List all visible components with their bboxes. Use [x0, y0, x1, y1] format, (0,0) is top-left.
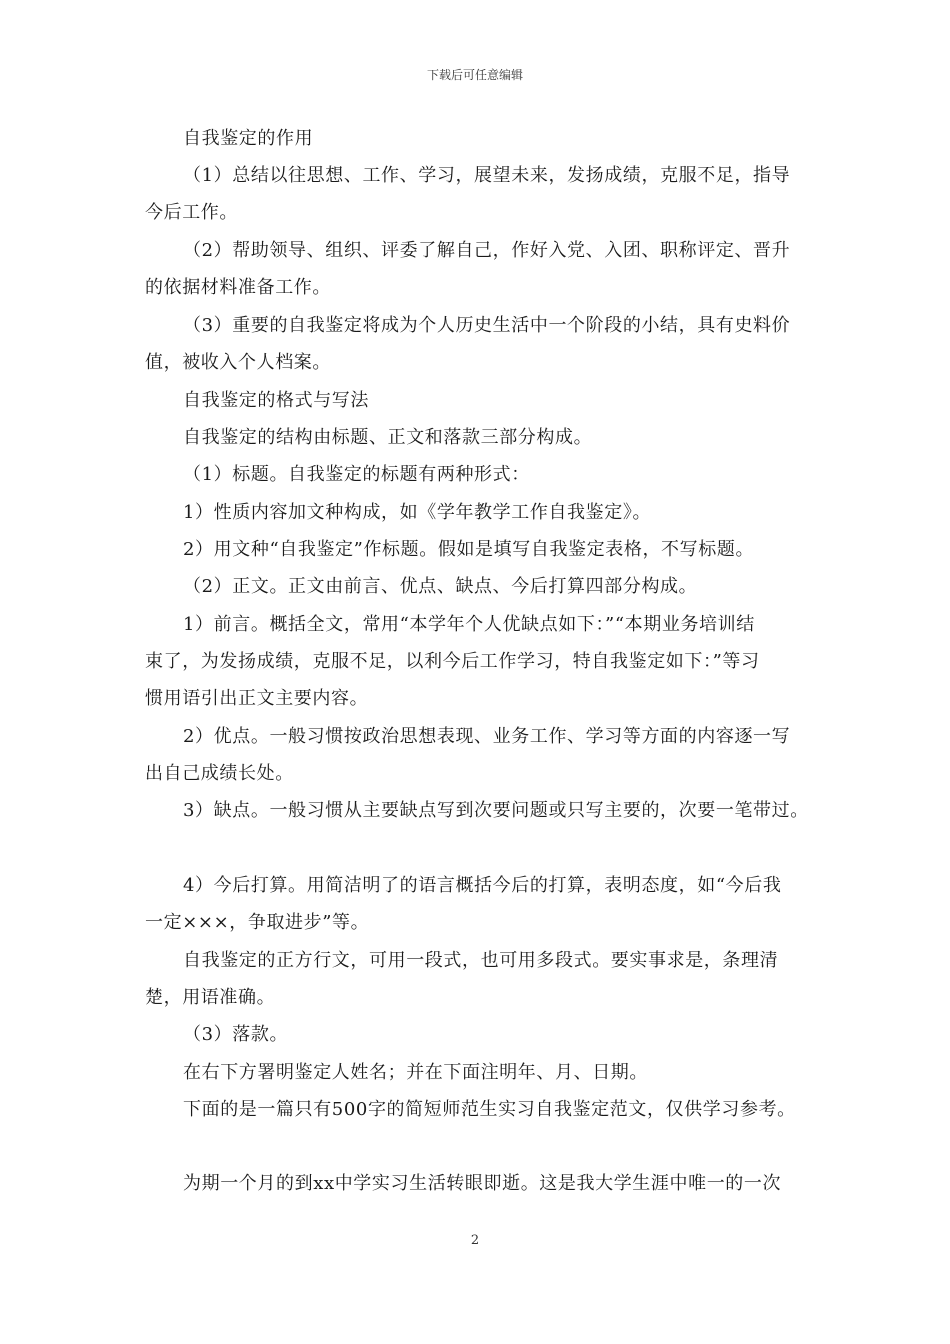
paragraph-line: 楚，用语准确。: [145, 987, 276, 1008]
paragraph-line: （1）标题。自我鉴定的标题有两种形式：: [183, 464, 530, 485]
paragraph-line: 的依据材料准备工作。: [145, 277, 331, 298]
paragraph-line: 一定×××，争取进步”等。: [145, 912, 370, 933]
paragraph-line: 为期一个月的到xx中学实习生活转眼即逝。这是我大学生涯中唯一的一次: [183, 1173, 782, 1194]
paragraph-line: 惯用语引出正文主要内容。: [145, 688, 369, 709]
paragraph-line: 2）优点。一般习惯按政治思想表现、业务工作、学习等方面的内容逐一写: [183, 726, 791, 747]
paragraph-line: 2）用文种“自我鉴定”作标题。假如是填写自我鉴定表格，不写标题。: [183, 539, 755, 560]
paragraph-line: 值，被收入个人档案。: [145, 352, 331, 373]
paragraph-line: 今后工作。: [145, 202, 238, 223]
paragraph-line: 在右下方署明鉴定人姓名；并在下面注明年、月、日期。: [183, 1062, 648, 1083]
section-heading: 自我鉴定的作用: [183, 128, 314, 149]
paragraph-line: （3）重要的自我鉴定将成为个人历史生活中一个阶段的小结，具有史料价: [183, 315, 791, 336]
paragraph-line: 4）今后打算。用简洁明了的语言概括今后的打算，表明态度，如“今后我: [183, 875, 782, 896]
paragraph-line: （3）落款。: [183, 1024, 289, 1045]
paragraph-line: 自我鉴定的结构由标题、正文和落款三部分构成。: [183, 427, 593, 448]
paragraph-line: 3）缺点。一般习惯从主要缺点写到次要问题或只写主要的，次要一笔带过。: [183, 800, 809, 821]
paragraph-line: （1）总结以往思想、工作、学习，展望未来，发扬成绩，克服不足，指导: [183, 165, 791, 186]
page-header: 下载后可任意编辑: [426, 68, 523, 82]
section-heading: 自我鉴定的格式与写法: [183, 390, 369, 411]
paragraph-line: （2）正文。正文由前言、优点、缺点、今后打算四部分构成。: [183, 576, 698, 597]
paragraph-line: 自我鉴定的正方行文，可用一段式，也可用多段式。要实事求是，条理清: [183, 950, 779, 971]
paragraph-line: 下面的是一篇只有500字的简短师范生实习自我鉴定范文，仅供学习参考。: [183, 1099, 796, 1120]
paragraph-line: 束了，为发扬成绩，克服不足，以利今后工作学习，特自我鉴定如下：”等习: [145, 651, 760, 672]
paragraph-line: 1）前言。概括全文，常用“本学年个人优缺点如下：”“本期业务培训结: [183, 614, 755, 635]
paragraph-line: 1）性质内容加文种构成，如《学年教学工作自我鉴定》。: [183, 502, 652, 523]
paragraph-line: （2）帮助领导、组织、评委了解自己，作好入党、入团、职称评定、晋升: [183, 240, 791, 261]
paragraph-line: 出自己成绩长处。: [145, 763, 294, 784]
page-number: 2: [470, 1233, 480, 1248]
